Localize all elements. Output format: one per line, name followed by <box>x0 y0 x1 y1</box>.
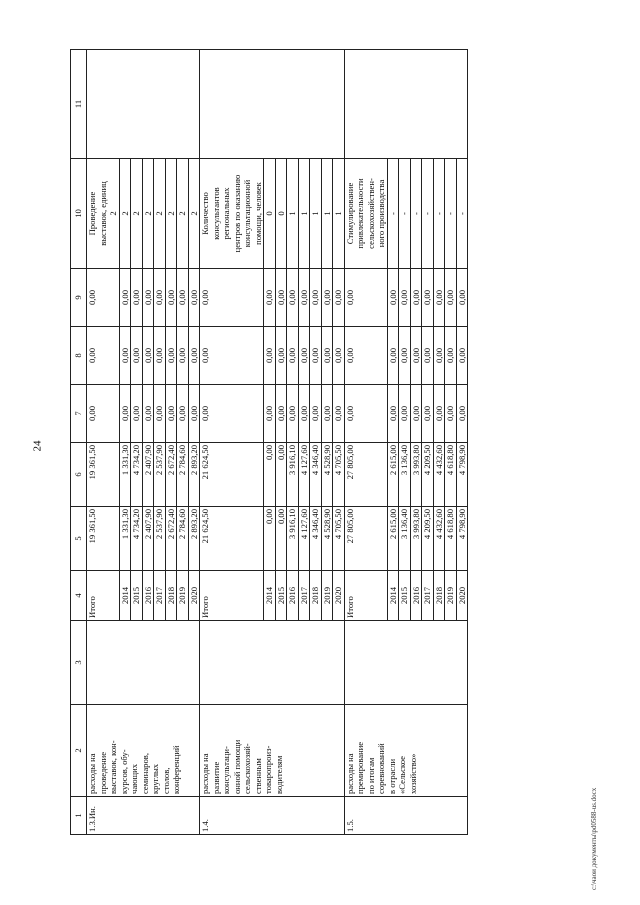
value-c5: 4 346,40 <box>310 507 322 571</box>
total-c8: 0,00 <box>200 327 264 385</box>
year: 2018 <box>165 571 177 621</box>
value-c6: 3 993,80 <box>410 443 422 507</box>
value-c7: 0,00 <box>422 385 434 443</box>
value-c9: 0,00 <box>410 269 422 327</box>
column-header-9: 9 <box>71 269 87 327</box>
year: 2017 <box>298 571 310 621</box>
value-c8: 0,00 <box>399 327 411 385</box>
value-c7: 0,00 <box>456 385 468 443</box>
value-c10: 0 <box>275 159 287 269</box>
program-table <box>70 49 468 835</box>
value-c5: 1 331,30 <box>119 507 131 571</box>
table-body <box>87 50 468 835</box>
value-c10: 1 <box>298 159 310 269</box>
value-c8: 0,00 <box>433 327 445 385</box>
value-c10: 1 <box>287 159 299 269</box>
column-header-2: 2 <box>71 705 87 797</box>
value-c9: 0,00 <box>333 269 345 327</box>
value-c10: - <box>387 159 399 269</box>
year: 2015 <box>275 571 287 621</box>
year: 2017 <box>422 571 434 621</box>
year: 2014 <box>387 571 399 621</box>
total-c7: 0,00 <box>200 385 264 443</box>
year: 2020 <box>333 571 345 621</box>
value-c5: 3 916,10 <box>287 507 299 571</box>
value-c6: 2 537,90 <box>154 443 166 507</box>
value-c6: 3 916,10 <box>287 443 299 507</box>
item-description: расходы на проведение выставок, кон- курсов, обу- чающих семинаров, круглых столов, конференций <box>87 705 200 797</box>
value-c9: 0,00 <box>387 269 399 327</box>
col11-empty <box>87 50 200 159</box>
value-c10: 1 <box>310 159 322 269</box>
indicator-cell: Количество консультантов региональных центров по оказанию консультационной помощи, человек <box>200 159 264 269</box>
value-c6: 2 407,90 <box>142 443 154 507</box>
value-c5: 2 537,90 <box>154 507 166 571</box>
value-c9: 0,00 <box>142 269 154 327</box>
value-c8: 0,00 <box>422 327 434 385</box>
value-c10: 2 <box>131 159 143 269</box>
value-c8: 0,00 <box>264 327 276 385</box>
value-c6: 4 209,50 <box>422 443 434 507</box>
value-c10: 2 <box>154 159 166 269</box>
value-c9: 0,00 <box>119 269 131 327</box>
year: 2016 <box>410 571 422 621</box>
total-row <box>87 50 120 835</box>
value-c6: 2 672,40 <box>165 443 177 507</box>
total-c8: 0,00 <box>344 327 387 385</box>
value-c9: 0,00 <box>188 269 200 327</box>
value-c8: 0,00 <box>321 327 333 385</box>
value-c10: - <box>445 159 457 269</box>
column-header-6: 6 <box>71 443 87 507</box>
value-c7: 0,00 <box>154 385 166 443</box>
year: 2018 <box>433 571 445 621</box>
column-header-1: 1 <box>71 797 87 835</box>
value-c10: 1 <box>321 159 333 269</box>
value-c10: 2 <box>177 159 189 269</box>
value-c7: 0,00 <box>310 385 322 443</box>
page-number-text: 24 <box>31 440 44 452</box>
value-c5: 4 432,60 <box>433 507 445 571</box>
value-c7: 0,00 <box>131 385 143 443</box>
value-c9: 0,00 <box>433 269 445 327</box>
value-c7: 0,00 <box>445 385 457 443</box>
value-c10: - <box>456 159 468 269</box>
indicator-value: 2 <box>108 211 118 216</box>
value-c10: - <box>399 159 411 269</box>
value-c9: 0,00 <box>321 269 333 327</box>
value-c8: 0,00 <box>310 327 322 385</box>
value-c6: 4 734,20 <box>131 443 143 507</box>
value-c8: 0,00 <box>275 327 287 385</box>
value-c9: 0,00 <box>177 269 189 327</box>
item-number: 1.5. <box>344 797 468 835</box>
year: 2020 <box>456 571 468 621</box>
value-c6: 4 346,40 <box>310 443 322 507</box>
value-c7: 0,00 <box>321 385 333 443</box>
value-c10: 2 <box>142 159 154 269</box>
total-row <box>200 50 264 835</box>
rotated-table-container <box>70 50 585 835</box>
col3-empty <box>344 621 468 705</box>
value-c9: 0,00 <box>154 269 166 327</box>
col11-empty <box>200 50 345 159</box>
value-c9: 0,00 <box>298 269 310 327</box>
total-c6: 21 624,50 <box>200 443 264 507</box>
col3-empty <box>87 621 200 705</box>
total-label: Итого <box>344 571 387 621</box>
value-c7: 0,00 <box>399 385 411 443</box>
value-c7: 0,00 <box>433 385 445 443</box>
value-c9: 0,00 <box>275 269 287 327</box>
value-c8: 0,00 <box>165 327 177 385</box>
value-c9: 0,00 <box>165 269 177 327</box>
value-c6: 2 615,00 <box>387 443 399 507</box>
value-c6: 2 893,20 <box>188 443 200 507</box>
value-c7: 0,00 <box>119 385 131 443</box>
value-c8: 0,00 <box>333 327 345 385</box>
value-c9: 0,00 <box>131 269 143 327</box>
column-header-3: 3 <box>71 621 87 705</box>
value-c5: 2 784,60 <box>177 507 189 571</box>
value-c9: 0,00 <box>264 269 276 327</box>
total-c6: 19 361,50 <box>87 443 120 507</box>
value-c5: 4 209,50 <box>422 507 434 571</box>
value-c8: 0,00 <box>287 327 299 385</box>
value-c7: 0,00 <box>333 385 345 443</box>
value-c8: 0,00 <box>142 327 154 385</box>
value-c6: 4 432,60 <box>433 443 445 507</box>
value-c7: 0,00 <box>264 385 276 443</box>
value-c6: 4 618,80 <box>445 443 457 507</box>
value-c5: 4 618,80 <box>445 507 457 571</box>
value-c8: 0,00 <box>298 327 310 385</box>
value-c5: 0,00 <box>275 507 287 571</box>
value-c10: - <box>410 159 422 269</box>
value-c6: 1 331,30 <box>119 443 131 507</box>
column-header-10: 10 <box>71 159 87 269</box>
total-label: Итого <box>87 571 120 621</box>
value-c10: - <box>422 159 434 269</box>
year: 2014 <box>119 571 131 621</box>
value-c5: 2 407,90 <box>142 507 154 571</box>
value-c9: 0,00 <box>287 269 299 327</box>
indicator-cell <box>87 159 120 269</box>
column-header-8: 8 <box>71 327 87 385</box>
value-c7: 0,00 <box>287 385 299 443</box>
value-c7: 0,00 <box>142 385 154 443</box>
indicator-label: Проведение выставок, единиц <box>87 181 108 246</box>
year: 2015 <box>399 571 411 621</box>
year: 2016 <box>287 571 299 621</box>
total-row <box>344 50 387 835</box>
year: 2020 <box>188 571 200 621</box>
value-c7: 0,00 <box>298 385 310 443</box>
indicator-cell: Стимулирование привлекательности сельскохозяйствен- ного производства <box>344 159 387 269</box>
value-c10: 2 <box>188 159 200 269</box>
item-description: расходы на развитие консультаци- онной помощи сельскохозяй- ственным товаропроиз- водителям <box>200 705 345 797</box>
item-number: 1.3.Ин. <box>87 797 200 835</box>
total-c5: 21 624,50 <box>200 507 264 571</box>
value-c9: 0,00 <box>456 269 468 327</box>
value-c10: - <box>433 159 445 269</box>
value-c7: 0,00 <box>165 385 177 443</box>
column-header-4: 4 <box>71 571 87 621</box>
year: 2016 <box>142 571 154 621</box>
year: 2019 <box>177 571 189 621</box>
total-c9: 0,00 <box>200 269 264 327</box>
value-c8: 0,00 <box>387 327 399 385</box>
item-description: расходы на премирование по итогам соревнований в отрасли «Сельское хозяйство» <box>344 705 468 797</box>
value-c8: 0,00 <box>154 327 166 385</box>
value-c10: 2 <box>119 159 131 269</box>
item-number: 1.4. <box>200 797 345 835</box>
value-c5: 4 798,90 <box>456 507 468 571</box>
value-c10: 1 <box>333 159 345 269</box>
value-c5: 4 734,20 <box>131 507 143 571</box>
total-c6: 27 805,00 <box>344 443 387 507</box>
value-c5: 3 136,40 <box>399 507 411 571</box>
year: 2014 <box>264 571 276 621</box>
value-c6: 4 705,50 <box>333 443 345 507</box>
value-c5: 2 672,40 <box>165 507 177 571</box>
value-c9: 0,00 <box>310 269 322 327</box>
value-c6: 4 127,60 <box>298 443 310 507</box>
year: 2017 <box>154 571 166 621</box>
value-c6: 4 528,90 <box>321 443 333 507</box>
value-c5: 4 127,60 <box>298 507 310 571</box>
value-c5: 2 615,00 <box>387 507 399 571</box>
value-c8: 0,00 <box>445 327 457 385</box>
value-c8: 0,00 <box>188 327 200 385</box>
value-c8: 0,00 <box>119 327 131 385</box>
total-c9: 0,00 <box>344 269 387 327</box>
header-row <box>71 50 87 835</box>
value-c8: 0,00 <box>131 327 143 385</box>
value-c10: 2 <box>165 159 177 269</box>
value-c9: 0,00 <box>399 269 411 327</box>
footer-path: c:\чаои документы\pd0588-us.docx <box>590 787 598 890</box>
value-c5: 3 993,80 <box>410 507 422 571</box>
total-c7: 0,00 <box>344 385 387 443</box>
value-c7: 0,00 <box>275 385 287 443</box>
value-c8: 0,00 <box>410 327 422 385</box>
value-c8: 0,00 <box>177 327 189 385</box>
total-label: Итого <box>200 571 264 621</box>
year: 2019 <box>321 571 333 621</box>
value-c6: 0,00 <box>264 443 276 507</box>
value-c6: 3 136,40 <box>399 443 411 507</box>
year: 2015 <box>131 571 143 621</box>
column-header-7: 7 <box>71 385 87 443</box>
value-c10: 0 <box>264 159 276 269</box>
column-header-11: 11 <box>71 50 87 159</box>
value-c5: 2 893,20 <box>188 507 200 571</box>
total-c5: 27 805,00 <box>344 507 387 571</box>
total-c7: 0,00 <box>87 385 120 443</box>
value-c6: 4 798,90 <box>456 443 468 507</box>
total-c5: 19 361,50 <box>87 507 120 571</box>
value-c6: 2 784,60 <box>177 443 189 507</box>
value-c7: 0,00 <box>177 385 189 443</box>
value-c9: 0,00 <box>445 269 457 327</box>
value-c7: 0,00 <box>188 385 200 443</box>
value-c8: 0,00 <box>456 327 468 385</box>
total-c8: 0,00 <box>87 327 120 385</box>
value-c5: 0,00 <box>264 507 276 571</box>
year: 2019 <box>445 571 457 621</box>
value-c7: 0,00 <box>410 385 422 443</box>
col3-empty <box>200 621 345 705</box>
col11-empty <box>344 50 468 159</box>
value-c5: 4 705,50 <box>333 507 345 571</box>
column-header-5: 5 <box>71 507 87 571</box>
total-c9: 0,00 <box>87 269 120 327</box>
value-c7: 0,00 <box>387 385 399 443</box>
value-c9: 0,00 <box>422 269 434 327</box>
year: 2018 <box>310 571 322 621</box>
value-c5: 4 528,90 <box>321 507 333 571</box>
value-c6: 0,00 <box>275 443 287 507</box>
